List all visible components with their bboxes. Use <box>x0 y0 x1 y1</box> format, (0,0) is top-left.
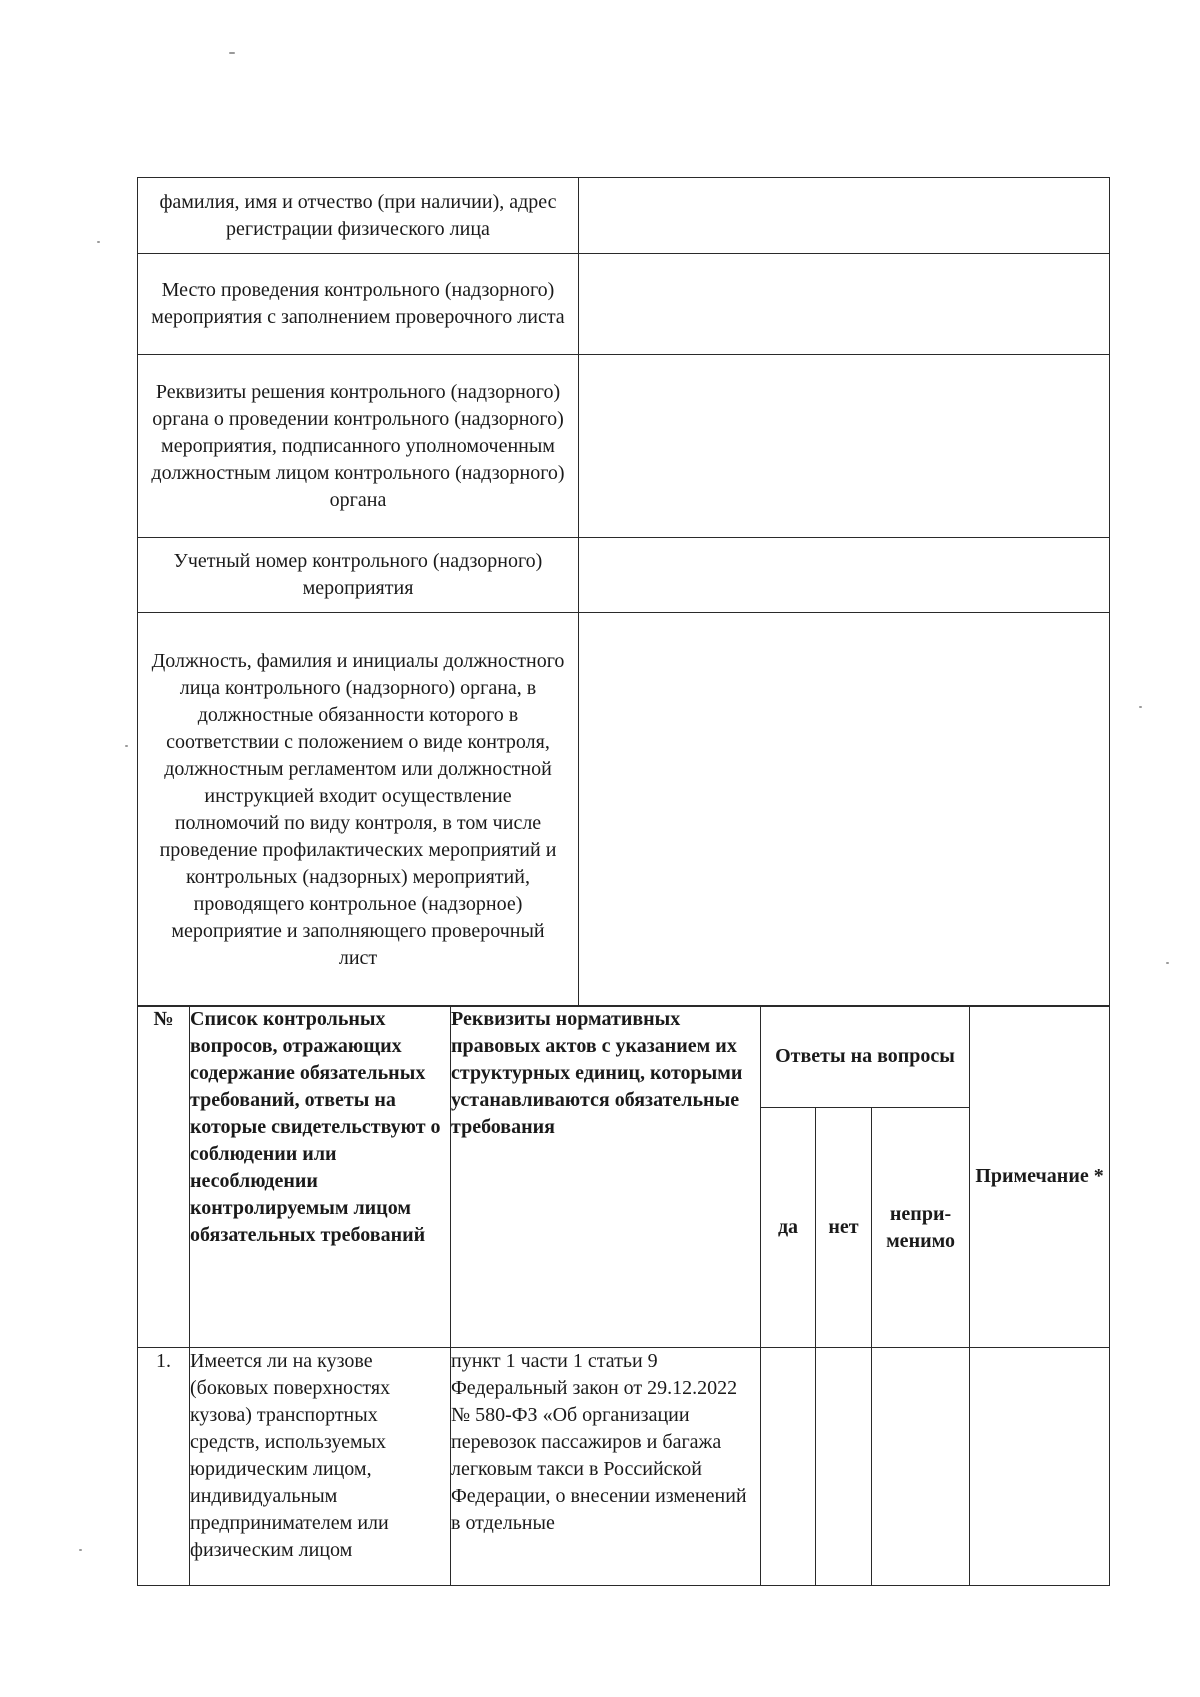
info-label: Место проведения контрольного (надзорного) мероприятия с заполнением проверочного листа <box>138 254 579 355</box>
info-value-cell[interactable] <box>579 254 1110 355</box>
info-value-cell[interactable] <box>579 538 1110 613</box>
checklist-row <box>138 1348 1110 1586</box>
info-label: фамилия, имя и отчество (при наличии), адрес регистрации физического лица <box>138 178 579 254</box>
header-answers: Ответы на вопросы <box>761 1006 970 1108</box>
info-label: Реквизиты решения контрольного (надзорного) органа о проведении контрольного (надзорного) мероприятия, подписанного уполномоченным должностным лицом контрольного (надзорного) органа <box>138 355 579 538</box>
info-row <box>138 355 1110 538</box>
header-question-list: Список контрольных вопросов, отражающих содержание обязательных требований, ответы на которые свидетельствуют о соблюдении или несоблюдении контролируемым лицом обязательных требований <box>190 1006 451 1348</box>
note-cell[interactable] <box>970 1348 1110 1586</box>
header-note: Примечание * <box>970 1006 1110 1348</box>
header-answer-not-applicable: непри-менимо <box>872 1108 970 1348</box>
row-number: 1. <box>138 1348 190 1586</box>
info-row <box>138 538 1110 613</box>
answer-no-cell[interactable] <box>816 1348 872 1586</box>
info-label: Учетный номер контрольного (надзорного) мероприятия <box>138 538 579 613</box>
header-answer-no: нет <box>816 1108 872 1348</box>
answer-not-applicable-cell[interactable] <box>872 1348 970 1586</box>
inspection-info-table <box>137 177 1110 1007</box>
scan-speck <box>229 52 235 54</box>
checklist-table <box>137 1005 1110 1586</box>
row-requisites: пункт 1 части 1 статьи 9 Федеральный закон от 29.12.2022 № 580-ФЗ «Об организации перевозок пассажиров и багажа легковым такси в Российской Федерации, о внесении изменений в отдельные <box>451 1348 761 1586</box>
scan-speck <box>79 1549 82 1551</box>
answer-yes-cell[interactable] <box>761 1348 816 1586</box>
header-legal-requisites: Реквизиты нормативных правовых актов с указанием их структурных единиц, которыми устанавливаются обязательные требования <box>451 1006 761 1348</box>
info-row <box>138 254 1110 355</box>
info-value-cell[interactable] <box>579 178 1110 254</box>
checklist-header-row <box>138 1006 1110 1108</box>
info-row <box>138 178 1110 254</box>
info-value-cell[interactable] <box>579 355 1110 538</box>
scan-speck <box>1139 706 1142 708</box>
row-question: Имеется ли на кузове (боковых поверхностях кузова) транспортных средств, используемых юридическим лицом, индивидуальным предпринимателем или физическим лицом <box>190 1348 451 1586</box>
header-answer-yes: да <box>761 1108 816 1348</box>
header-number: № <box>138 1006 190 1348</box>
scan-speck <box>97 241 100 243</box>
info-value-cell[interactable] <box>579 613 1110 1007</box>
scan-speck <box>125 745 128 747</box>
scan-speck <box>1166 962 1169 964</box>
info-label: Должность, фамилия и инициалы должностного лица контрольного (надзорного) органа, в должностные обязанности которого в соответствии с положением о виде контроля, должностным регламентом или должностной инструкцией входит осуществление полномочий по виду контроля, в том числе проведение профилактических мероприятий и контрольных (надзорных) мероприятий, проводящего контрольное (надзорное) мероприятие и заполняющего проверочный лист <box>138 613 579 1007</box>
info-row <box>138 613 1110 1007</box>
